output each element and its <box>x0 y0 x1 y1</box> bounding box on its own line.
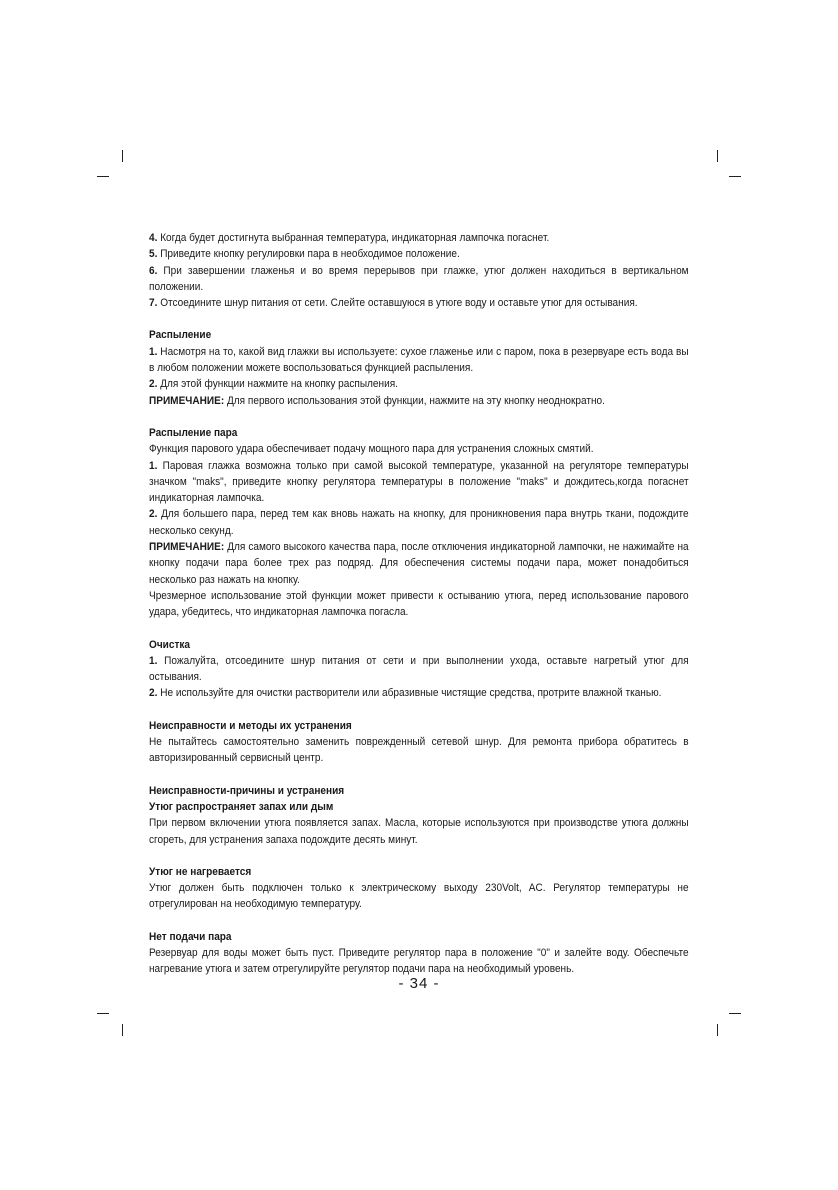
crop-mark <box>729 1013 741 1014</box>
manual-page-content <box>149 230 689 978</box>
crop-mark <box>729 176 741 177</box>
step-5: 5. Приведите кнопку регулировки пара в необходимое положение. <box>149 248 460 261</box>
paragraph: 2. Для большего пара, перед тем как вновь нажать на кнопку, для проникновения пара внутрь ткани, подождите несколько секунд. <box>149 508 689 537</box>
step-4: 4. Когда будет достигнута выбранная температура, индикаторная лампочка погаснет. <box>149 232 550 244</box>
subsection-heading: Утюг распространяет запах или дым <box>149 800 334 813</box>
crop-mark <box>717 1024 718 1036</box>
paragraph: 2. Не используйте для очистки растворители или абразивные чистящие средства, протрите влажной тканью. <box>149 687 662 700</box>
paragraph: Чрезмерное использование этой функции может привести к остыванию утюга, перед использование парового удара, убедитесь, что индикаторная лампочка погасла. <box>149 589 689 619</box>
crop-mark <box>122 150 123 162</box>
section-heading: Распыление <box>149 329 212 342</box>
paragraph: 2. Для этой функции нажмите на кнопку распыления. <box>149 378 398 391</box>
paragraph: Утюг должен быть подключен только к электрическому выходу 230Volt, AC. Регулятор температуры не отрегулирован на необходимую температуру. <box>149 882 689 911</box>
paragraph: 1. Паровая глажка возможна только при самой высокой температуре, указанной на регуляторе температуры значком "maks", приведите кнопку регулятора температуры в положение "maks" и дождитесь,когда погаснет индикаторная лампочка. <box>149 459 689 505</box>
paragraph: Функция парового удара обеспечивает подачу мощного пара для устранения сложных смятий. <box>149 443 594 456</box>
paragraph: Не пытайтесь самостоятельно заменить поврежденный сетевой шнур. Для ремонта прибора обратитесь в авторизированный сервисный центр. <box>149 736 689 765</box>
crop-mark <box>97 176 109 177</box>
section-heading: Очистка <box>149 638 191 651</box>
crop-mark <box>97 1013 109 1014</box>
section-heading: Неисправности и методы их устранения <box>149 719 352 732</box>
crop-mark <box>122 1024 123 1036</box>
paragraph: При первом включении утюга появляется запах. Масла, которые используются при производстве утюга должны сгореть, для устранения запаха подождите десять минут. <box>149 817 689 846</box>
page-number: - 34 - <box>398 975 440 992</box>
paragraph: Резервуар для воды может быть пуст. Приведите регулятор пара в положение "0" и залейте воду. Обеспечьте нагревание утюга и затем отрегулируйте регулятор подачи пара на необходимый уровень. <box>149 946 689 976</box>
step-6: 6. При завершении глаженья и во время перерывов при глажке, утюг должен находиться в вертикальном положении. <box>149 264 689 293</box>
paragraph: 1. Пожалуйта, отсоедините шнур питания от сети и при выполнении ухода, оставьте нагретый утюг для остывания. <box>149 654 689 684</box>
section-heading: Неисправности-причины и устранения <box>149 784 345 797</box>
subsection-heading: Нет подачи пара <box>149 930 232 943</box>
step-7: 7. Отсоедините шнур питания от сети. Слейте оставшуюся в утюге воду и оставьте утюг для остывания. <box>149 297 638 310</box>
crop-mark <box>717 150 718 162</box>
note: ПРИМЕЧАНИЕ: Для самого высокого качества пара, после отключения индикаторной лампочки, не нажимайте на кнопку подачи пара более трех раз подряд. Для обеспечения системы подачи пара, может понадобиться несколько раз нажать на кнопку. <box>149 541 689 586</box>
subsection-heading: Утюг не нагревается <box>149 865 252 878</box>
paragraph: 1. Насмотря на то, какой вид глажки вы используете: сухое глаженье или с паром, пока в резервуаре есть вода вы в любом положении можете воспользоваться функцией распыления. <box>149 345 689 375</box>
section-heading: Распыление пара <box>149 426 238 439</box>
note: ПРИМЕЧАНИЕ: Для первого использования этой функции, нажмите на эту кнопку неоднократно. <box>149 394 605 407</box>
